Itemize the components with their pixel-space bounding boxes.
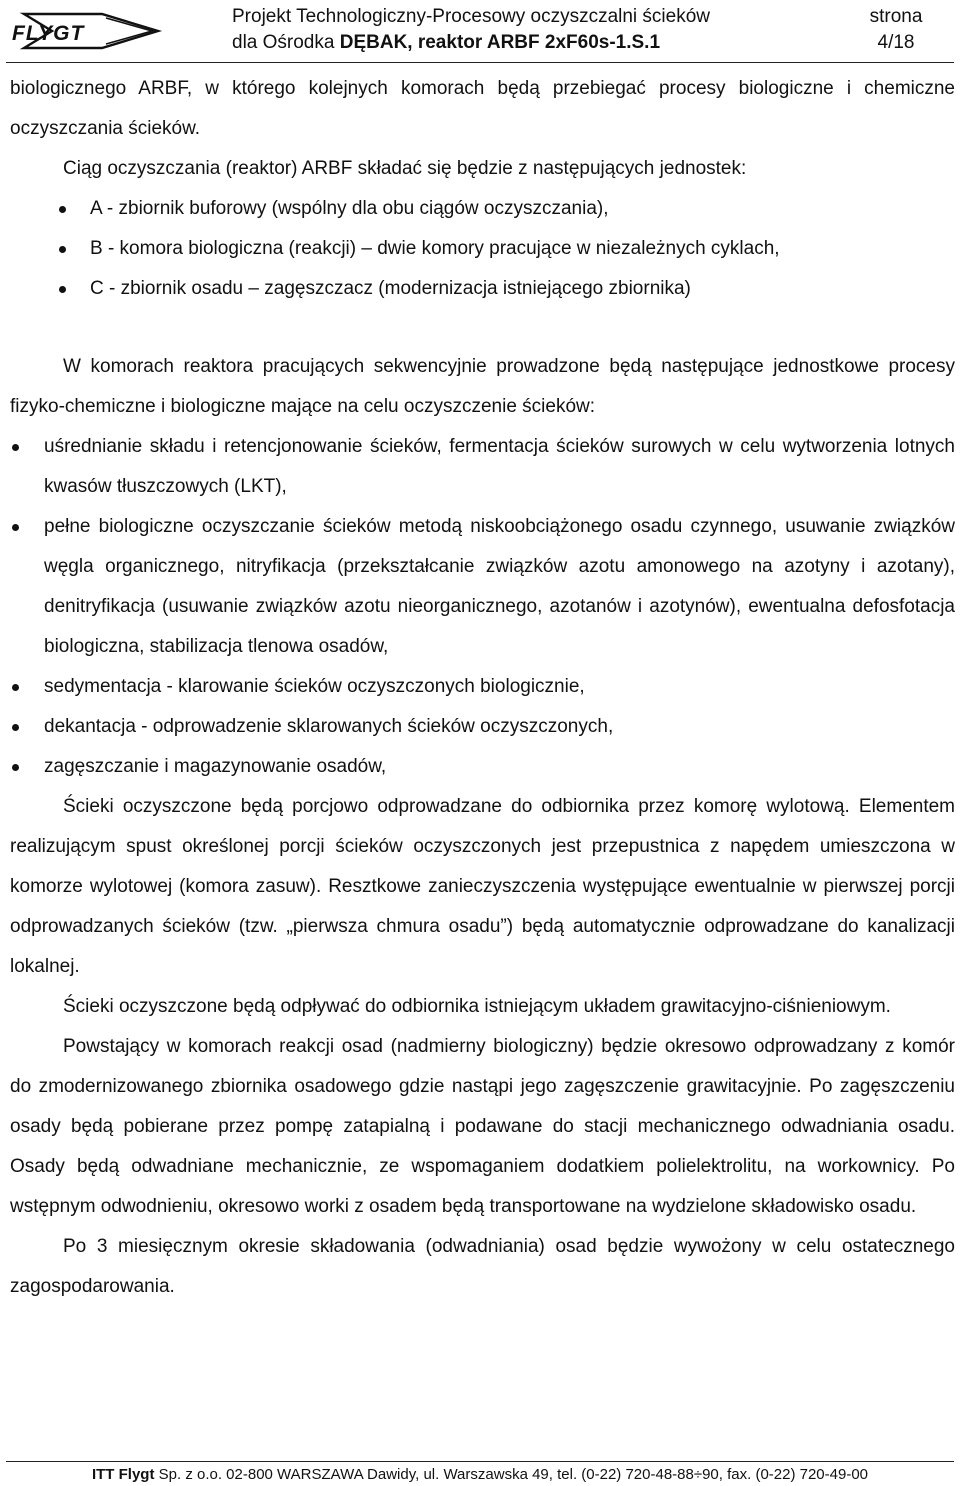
- footer-address: Sp. z o.o. 02-800 WARSZAWA Dawidy, ul. Warszawska 49, tel. (0-22) 720-48-88÷90, fax. (0-22) 720-49-00: [154, 1466, 869, 1483]
- paragraph-5: Ścieki oczyszczone będą odpływać do odbiornika istniejącym układem grawitacyjno-ciśnieniowym.: [63, 996, 891, 1017]
- bullet-icon: [12, 724, 19, 731]
- paragraph-1: biologicznego ARBF, w którego kolejnych komorach będą przebiegać procesy biologiczne i chemiczne oczyszczania ścieków.: [10, 78, 955, 139]
- flygt-logo: [6, 8, 166, 54]
- paragraph-3: W komorach reaktora pracujących sekwencyjnie prowadzone będą następujące jednostkowe procesy fizyko-chemiczne i biologiczne mające na celu oczyszczenie ścieków:: [10, 356, 955, 417]
- page-indicator: [846, 4, 946, 56]
- list-item: B - komora biologiczna (reakcji) – dwie komory pracujące w niezależnych cyklach,: [10, 229, 955, 269]
- bullet-icon: [12, 524, 19, 531]
- bullet-icon: [12, 444, 19, 451]
- list-item: dekantacja - odprowadzenie sklarowanych ścieków oczyszczonych,: [10, 707, 955, 747]
- bullet-icon: [59, 286, 66, 293]
- bullet-icon: [59, 246, 66, 253]
- paragraph-4: Ścieki oczyszczone będą porcjowo odprowadzane do odbiornika przez komorę wylotową. Elementem realizującym spust określonej porcji ścieków oczyszczonych jest przepustnica z napędem umieszczona w komorze wylotowej (komora zasuw). Resztkowe zanieczyszczenia występujące ewentualnie w pierwszej porcji odprowadzanych ścieków (tzw. „pierwsza chmura osadu”) będą automatycznie odprowadzane do kanalizacji lokalnej.: [10, 796, 955, 977]
- logo-text: FLYGT: [12, 22, 85, 45]
- page-label: strona: [869, 6, 923, 27]
- header-divider: [6, 62, 954, 63]
- title-line-2: dla Ośrodka DĘBAK, reaktor ARBF 2xF60s-1.S.1: [232, 32, 661, 53]
- list-item: A - zbiornik buforowy (wspólny dla obu ciągów oczyszczania),: [10, 189, 955, 229]
- spacer: [10, 309, 955, 347]
- page-number: 4/18: [877, 32, 915, 53]
- list-item: C - zbiornik osadu – zagęszczacz (modernizacja istniejącego zbiornika): [10, 269, 955, 309]
- list-item: pełne biologiczne oczyszczanie ścieków metodą niskoobciążonego osadu czynnego, usuwanie związków węgla organicznego, nitryfikacja (przekształcanie związków azotu amonowego na azotyny i azotany), denitryfikacja (usuwanie związków azotu nieorganicznego, azotanów i azotynów), ewentualna defosfotacja biologiczna, stabilizacja tlenowa osadów,: [10, 507, 955, 667]
- bullet-icon: [59, 206, 66, 213]
- list-item: zagęszczanie i magazynowanie osadów,: [10, 747, 955, 787]
- bullet-icon: [12, 684, 19, 691]
- paragraph-2: Ciąg oczyszczania (reaktor) ARBF składać się będzie z następujących jednostek:: [63, 158, 747, 179]
- page-footer: [0, 1464, 960, 1486]
- footer-company: ITT Flygt: [91, 1466, 155, 1483]
- title-bold-part: DĘBAK, reaktor ARBF 2xF60s-1.S.1: [339, 32, 661, 53]
- title-line-1: Projekt Technologiczny-Procesowy oczyszczalni ścieków: [232, 6, 711, 27]
- paragraph-7: Po 3 miesięcznym okresie składowania (odwadniania) osad będzie wywożony w celu ostatecznego zagospodarowania.: [10, 1236, 955, 1297]
- footer-divider: [6, 1461, 954, 1462]
- bullet-icon: [12, 764, 19, 771]
- document-body: [10, 72, 955, 1307]
- units-list: [10, 189, 955, 309]
- list-item: sedymentacja - klarowanie ścieków oczyszczonych biologicznie,: [10, 667, 955, 707]
- paragraph-6: Powstający w komorach reakcji osad (nadmierny biologiczny) będzie okresowo odprowadzany z komór do zmodernizowanego zbiornika osadowego gdzie nastąpi jego zagęszczenie grawitacyjnie. Po zagęszczeniu osady będą pobierane przez pompę zatapialną i podawane do stacji mechanicznego odwadniania osadu. Osady będą odwadniane mechanicznie, ze wspomaganiem dodatkiem polielektrolitu, na workownicy. Po wstępnym odwodnieniu, okresowo worki z osadem będą transportowane na wydzielone składowisko osadu.: [10, 1036, 955, 1217]
- page-header: [0, 0, 960, 74]
- document-title: [232, 4, 792, 56]
- list-item: uśrednianie składu i retencjonowanie ścieków, fermentacja ścieków surowych w celu wytworzenia lotnych kwasów tłuszczowych (LKT),: [10, 427, 955, 507]
- processes-list: [10, 427, 955, 787]
